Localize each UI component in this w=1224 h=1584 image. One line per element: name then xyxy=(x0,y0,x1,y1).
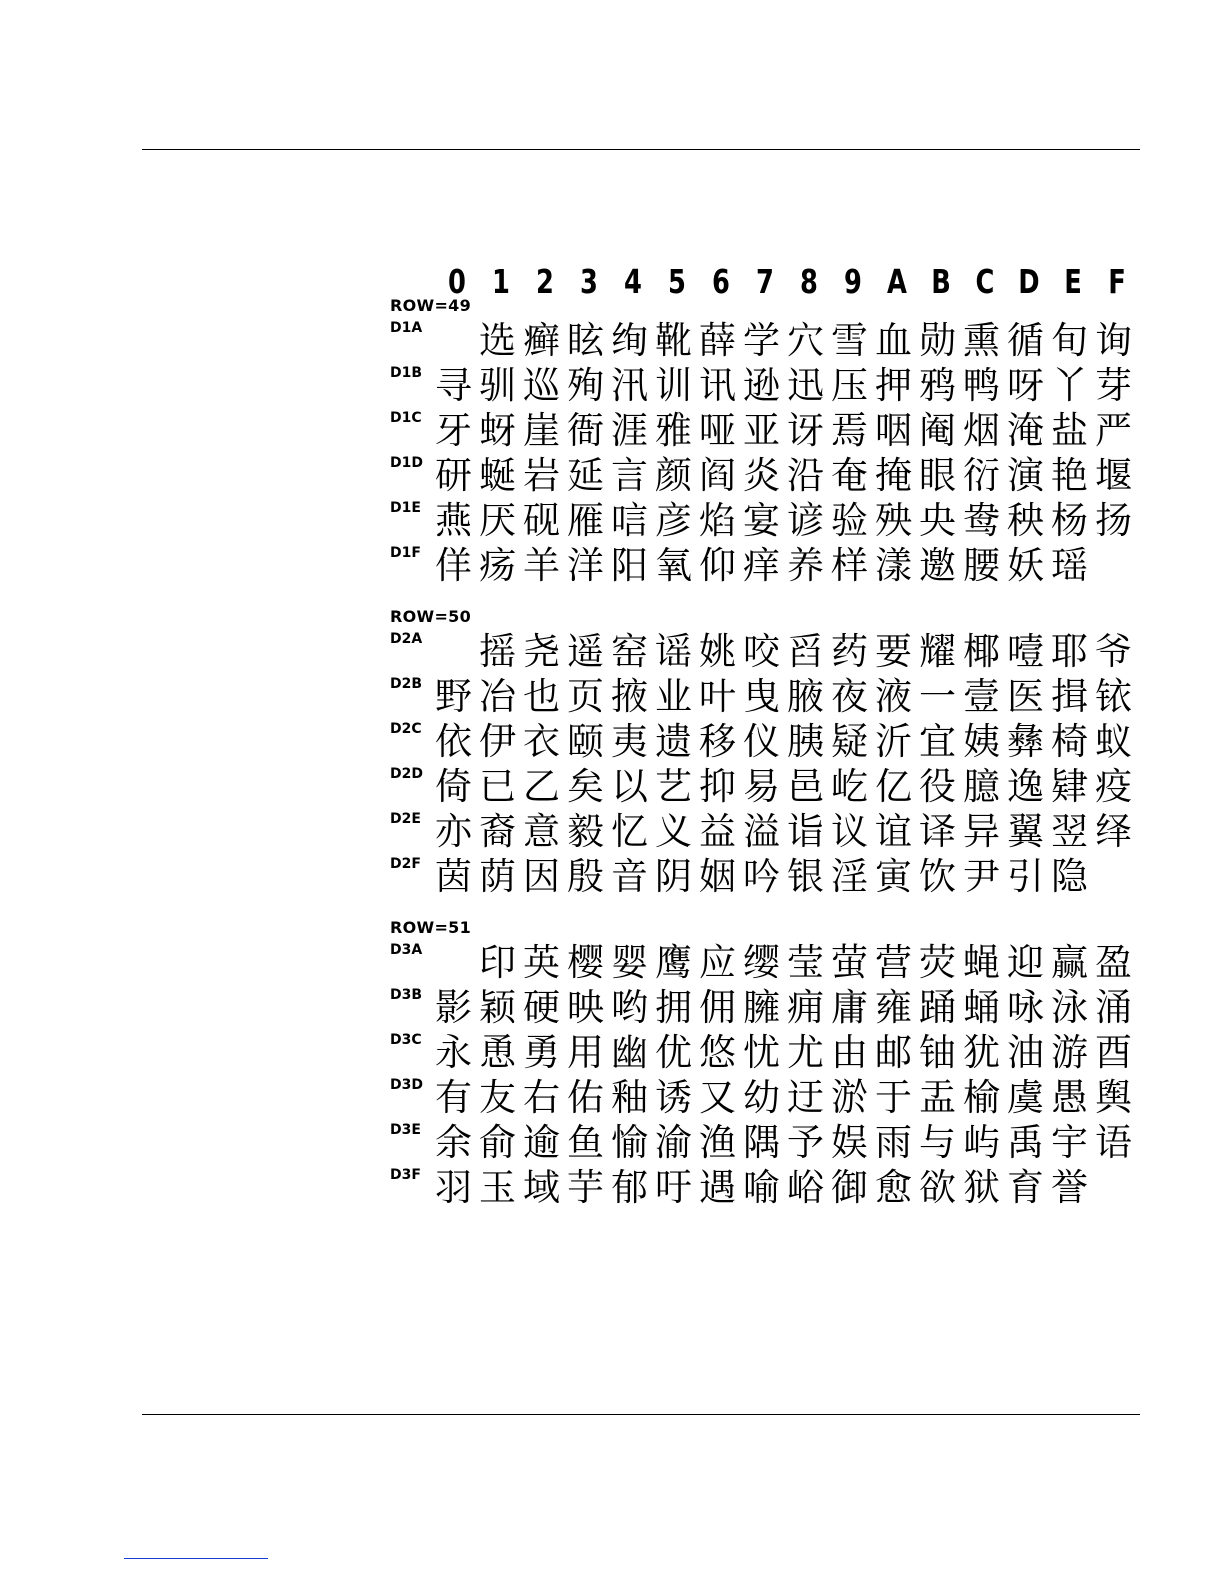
row-characters: 野冶也页掖业叶曳腋夜液一壹医揖铱 xyxy=(435,675,1139,718)
row-characters: 摇尧遥窑谣姚咬舀药要耀椰噎耶爷 xyxy=(435,630,1139,673)
row-characters: 牙蚜崖衙涯雅哑亚讶焉咽阉烟淹盐严 xyxy=(435,409,1139,452)
hex-header-0: 0 xyxy=(448,262,466,301)
row-code: D1C xyxy=(390,410,422,426)
row-characters: 印英樱婴鹰应缨莹萤营荧蝇迎赢盈 xyxy=(435,941,1139,984)
row-characters: 亦裔意毅忆义益溢诣议谊译异翼翌绎 xyxy=(435,810,1139,853)
row-characters: 羽玉域芋郁吁遇喻峪御愈欲狱育誉 xyxy=(435,1166,1095,1209)
hex-header-f: F xyxy=(1108,262,1126,301)
row-characters: 选癣眩绚靴薛学穴雪血勋熏循旬询 xyxy=(435,319,1139,362)
row-code: D1E xyxy=(390,500,421,516)
row-characters: 研蜒岩延言颜阎炎沿奄掩眼衍演艳堰 xyxy=(435,454,1139,497)
footnote-rule xyxy=(124,1558,268,1559)
row-code: D2D xyxy=(390,766,423,782)
row-characters: 茵荫因殷音阴姻吟银淫寅饮尹引隐 xyxy=(435,855,1095,898)
hex-header-b: B xyxy=(931,262,951,301)
row-code: D1F xyxy=(390,545,421,561)
hex-header-2: 2 xyxy=(536,262,554,301)
row-label: ROW=51 xyxy=(390,918,472,937)
hex-header-4: 4 xyxy=(624,262,642,301)
row-code: D3D xyxy=(390,1077,423,1093)
row-label: ROW=50 xyxy=(390,607,472,626)
row-characters: 寻驯巡殉汛训讯逊迅压押鸦鸭呀丫芽 xyxy=(435,364,1139,407)
row-code: D3A xyxy=(390,942,423,958)
row-code: D2A xyxy=(390,631,423,647)
row-characters: 永恿勇用幽优悠忧尤由邮铀犹油游酉 xyxy=(435,1031,1139,1074)
row-code: D3B xyxy=(390,987,423,1003)
row-code: D1D xyxy=(390,455,423,471)
row-characters: 依伊衣颐夷遗移仪胰疑沂宜姨彝椅蚁 xyxy=(435,720,1139,763)
hex-header-1: 1 xyxy=(492,262,510,301)
row-characters: 有友右佑釉诱又幼迂淤于盂榆虞愚舆 xyxy=(435,1076,1139,1119)
row-code: D2C xyxy=(390,721,422,737)
bottom-rule xyxy=(142,1414,1140,1415)
row-characters: 影颖硬映哟拥佣臃痈庸雍踊蛹咏泳涌 xyxy=(435,986,1139,1029)
row-code: D1B xyxy=(390,365,423,381)
hex-header-5: 5 xyxy=(668,262,686,301)
hex-header-e: E xyxy=(1064,262,1082,301)
row-label: ROW=49 xyxy=(390,296,472,315)
top-rule xyxy=(142,149,1140,150)
row-characters: 佯疡羊洋阳氧仰痒养样漾邀腰妖瑶 xyxy=(435,544,1095,587)
row-characters: 燕厌砚雁唁彦焰宴谚验殃央鸯秧杨扬 xyxy=(435,499,1139,542)
row-characters: 倚已乙矣以艺抑易邑屹亿役臆逸肄疫 xyxy=(435,765,1139,808)
hex-header-6: 6 xyxy=(712,262,730,301)
hex-header-9: 9 xyxy=(844,262,862,301)
hex-header-7: 7 xyxy=(756,262,774,301)
hex-header-c: C xyxy=(975,262,995,301)
hex-header-d: D xyxy=(1018,262,1040,301)
row-code: D1A xyxy=(390,320,423,336)
row-code: D3E xyxy=(390,1122,421,1138)
hex-header-8: 8 xyxy=(800,262,818,301)
hex-header-3: 3 xyxy=(580,262,598,301)
hex-header-a: A xyxy=(887,262,907,301)
row-code: D2E xyxy=(390,811,421,827)
row-characters: 余俞逾鱼愉渝渔隅予娱雨与屿禹宇语 xyxy=(435,1121,1139,1164)
row-code: D3F xyxy=(390,1167,421,1183)
row-code: D2F xyxy=(390,856,421,872)
row-code: D3C xyxy=(390,1032,422,1048)
row-code: D2B xyxy=(390,676,423,692)
